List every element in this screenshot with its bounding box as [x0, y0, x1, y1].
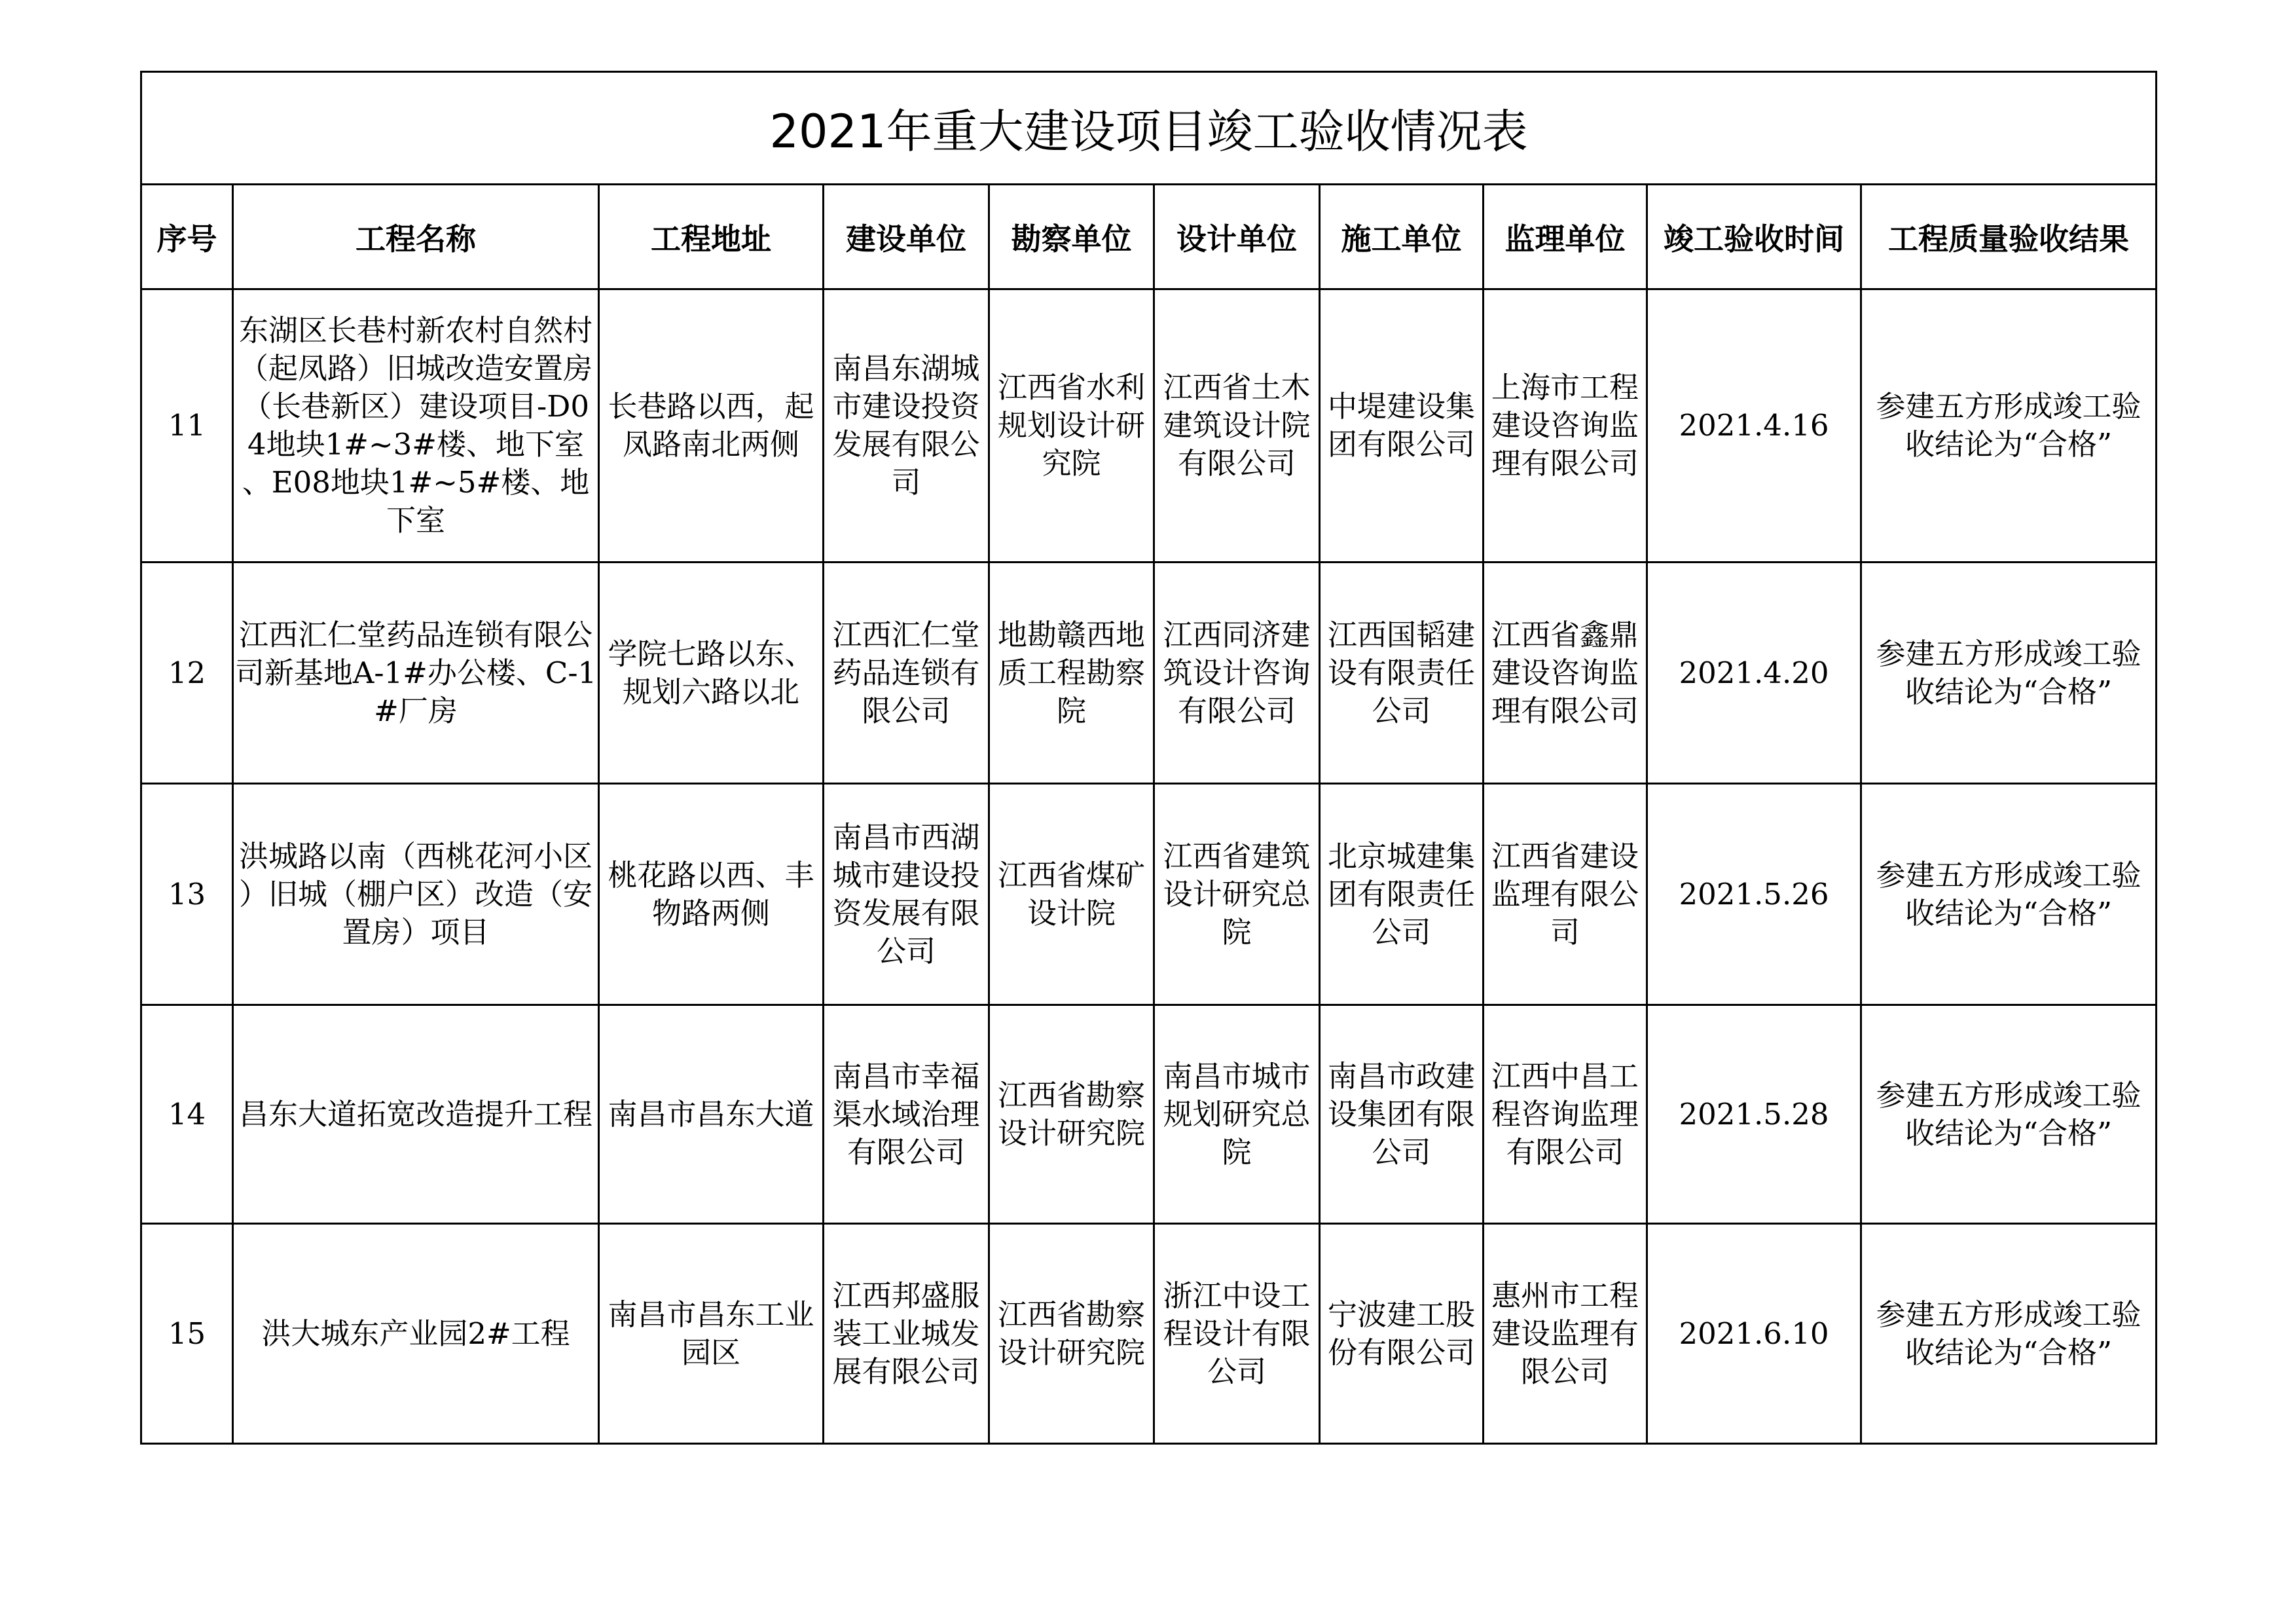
- construction-unit-cell: 江西汇仁堂药品连锁有限公司: [824, 563, 989, 784]
- table-row: [141, 289, 2157, 563]
- table-row: [141, 563, 2157, 784]
- survey-unit-cell: 地勘赣西地质工程勘察院: [989, 563, 1154, 784]
- design-unit-cell: 浙江中设工程设计有限公司: [1154, 1224, 1320, 1444]
- quality-result-cell: 参建五方形成竣工验收结论为“合格”: [1861, 1224, 2157, 1444]
- quality-result-cell: 参建五方形成竣工验收结论为“合格”: [1861, 784, 2157, 1005]
- quality-result-cell: 参建五方形成竣工验收结论为“合格”: [1861, 289, 2157, 563]
- completion-date-cell: 2021.6.10: [1647, 1224, 1861, 1444]
- supervision-unit-cell: 江西中昌工程咨询监理有限公司: [1484, 1005, 1647, 1224]
- header-row: [141, 185, 2157, 289]
- quality-result-cell: 参建五方形成竣工验收结论为“合格”: [1861, 1005, 2157, 1224]
- project-name-cell: 洪大城东产业园2#工程: [233, 1224, 599, 1444]
- design-unit-cell: 江西同济建筑设计咨询有限公司: [1154, 563, 1320, 784]
- completion-date-cell: 2021.4.20: [1647, 563, 1861, 784]
- project-address-cell: 学院七路以东、规划六路以北: [599, 563, 824, 784]
- contractor-unit-cell: 江西国韬建设有限责任公司: [1320, 563, 1484, 784]
- survey-unit-cell: 江西省水利规划设计研究院: [989, 289, 1154, 563]
- table-row: [141, 1224, 2157, 1444]
- design-unit-cell: 南昌市城市规划研究总院: [1154, 1005, 1320, 1224]
- survey-unit-cell: 江西省勘察设计研究院: [989, 1005, 1154, 1224]
- contractor-unit-cell: 宁波建工股份有限公司: [1320, 1224, 1484, 1444]
- page-title: 2021年重大建设项目竣工验收情况表: [141, 72, 2157, 185]
- table-row: [141, 1005, 2157, 1224]
- completion-date-cell: 2021.5.28: [1647, 1005, 1861, 1224]
- column-header-design-unit: 设计单位: [1154, 185, 1320, 289]
- survey-unit-cell: 江西省勘察设计研究院: [989, 1224, 1154, 1444]
- completion-date-cell: 2021.4.16: [1647, 289, 1861, 563]
- project-name-cell: 东湖区长巷村新农村自然村（起凤路）旧城改造安置房（长巷新区）建设项目-D04地块1#~3#楼、地下室、E08地块1#~5#楼、地下室: [233, 289, 599, 563]
- seq-cell: 12: [141, 563, 233, 784]
- survey-unit-cell: 江西省煤矿设计院: [989, 784, 1154, 1005]
- column-header-contractor-unit: 施工单位: [1320, 185, 1484, 289]
- column-header-quality-result: 工程质量验收结果: [1861, 185, 2157, 289]
- table-row: [141, 784, 2157, 1005]
- design-unit-cell: 江西省建筑设计研究总院: [1154, 784, 1320, 1005]
- project-name-cell: 昌东大道拓宽改造提升工程: [233, 1005, 599, 1224]
- seq-cell: 11: [141, 289, 233, 563]
- seq-cell: 13: [141, 784, 233, 1005]
- supervision-unit-cell: 上海市工程建设咨询监理有限公司: [1484, 289, 1647, 563]
- construction-unit-cell: 南昌东湖城市建设投资发展有限公司: [824, 289, 989, 563]
- column-header-project-address: 工程地址: [599, 185, 824, 289]
- contractor-unit-cell: 北京城建集团有限责任公司: [1320, 784, 1484, 1005]
- title-row: [141, 72, 2157, 185]
- project-address-cell: 南昌市昌东工业园区: [599, 1224, 824, 1444]
- project-name-cell: 洪城路以南（西桃花河小区）旧城（棚户区）改造（安置房）项目: [233, 784, 599, 1005]
- document-sheet: [140, 71, 2155, 1445]
- column-header-survey-unit: 勘察单位: [989, 185, 1154, 289]
- construction-unit-cell: 江西邦盛服装工业城发展有限公司: [824, 1224, 989, 1444]
- contractor-unit-cell: 南昌市政建设集团有限公司: [1320, 1005, 1484, 1224]
- design-unit-cell: 江西省土木建筑设计院有限公司: [1154, 289, 1320, 563]
- construction-unit-cell: 南昌市幸福渠水域治理有限公司: [824, 1005, 989, 1224]
- contractor-unit-cell: 中堤建设集团有限公司: [1320, 289, 1484, 563]
- quality-result-cell: 参建五方形成竣工验收结论为“合格”: [1861, 563, 2157, 784]
- supervision-unit-cell: 惠州市工程建设监理有限公司: [1484, 1224, 1647, 1444]
- column-header-project-name: 工程名称: [233, 185, 599, 289]
- project-address-cell: 桃花路以西、丰物路两侧: [599, 784, 824, 1005]
- project-address-cell: 长巷路以西，起凤路南北两侧: [599, 289, 824, 563]
- completion-date-cell: 2021.5.26: [1647, 784, 1861, 1005]
- completion-acceptance-table: [140, 71, 2157, 1445]
- supervision-unit-cell: 江西省鑫鼎建设咨询监理有限公司: [1484, 563, 1647, 784]
- project-name-cell: 江西汇仁堂药品连锁有限公司新基地A-1#办公楼、C-1#厂房: [233, 563, 599, 784]
- project-address-cell: 南昌市昌东大道: [599, 1005, 824, 1224]
- seq-cell: 15: [141, 1224, 233, 1444]
- column-header-supervision-unit: 监理单位: [1484, 185, 1647, 289]
- seq-cell: 14: [141, 1005, 233, 1224]
- supervision-unit-cell: 江西省建设监理有限公司: [1484, 784, 1647, 1005]
- construction-unit-cell: 南昌市西湖城市建设投资发展有限公司: [824, 784, 989, 1005]
- column-header-seq: 序号: [141, 185, 233, 289]
- column-header-completion-date: 竣工验收时间: [1647, 185, 1861, 289]
- column-header-construction-unit: 建设单位: [824, 185, 989, 289]
